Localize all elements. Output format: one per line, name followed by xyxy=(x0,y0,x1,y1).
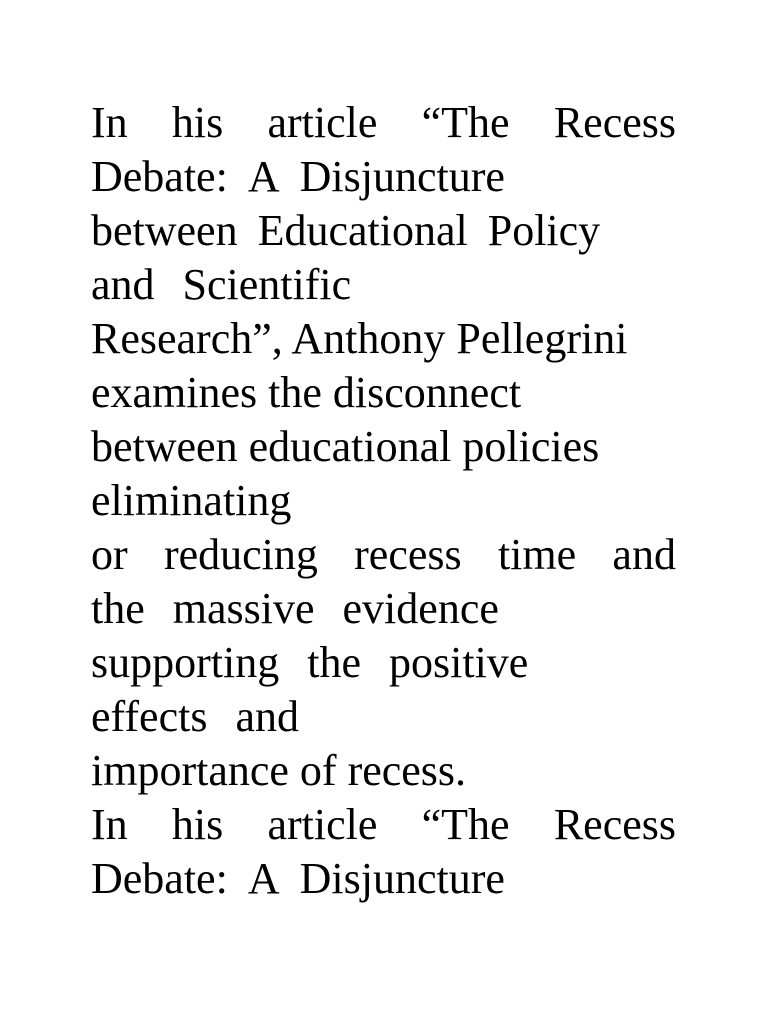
word: Disjuncture xyxy=(299,854,505,903)
text-line xyxy=(91,528,676,582)
text-line xyxy=(91,582,691,636)
word: massive xyxy=(172,584,315,633)
text-line: Research”, Anthony Pellegrini xyxy=(91,314,628,363)
word: recess xyxy=(354,530,462,579)
text-line xyxy=(91,150,691,204)
text-line xyxy=(91,258,691,312)
word: Scientific xyxy=(182,260,352,309)
body-text xyxy=(91,96,691,906)
text-line xyxy=(91,636,691,690)
word: time xyxy=(497,530,577,579)
word: between xyxy=(91,206,238,255)
text-line: examines the disconnect xyxy=(91,368,522,417)
text-line xyxy=(91,852,691,906)
word: or xyxy=(91,530,128,579)
word: the xyxy=(307,638,361,687)
word: article xyxy=(267,800,378,849)
word: Recess xyxy=(553,800,676,849)
word: and xyxy=(235,692,299,741)
text-line xyxy=(91,798,676,852)
text-line: eliminating xyxy=(91,476,292,525)
word: reducing xyxy=(163,530,318,579)
word: “The xyxy=(421,800,510,849)
word: positive xyxy=(389,638,529,687)
text-line xyxy=(91,96,676,150)
word: “The xyxy=(421,98,510,147)
text-line: importance of recess. xyxy=(91,746,467,795)
text-line: between educational policies xyxy=(91,422,600,471)
word: Disjuncture xyxy=(299,152,505,201)
word: A xyxy=(247,152,280,201)
word: Debate: xyxy=(91,152,228,201)
text-line xyxy=(91,204,691,258)
word: In xyxy=(91,98,128,147)
word: evidence xyxy=(342,584,499,633)
word: Debate: xyxy=(91,854,228,903)
word: and xyxy=(612,530,676,579)
text-line xyxy=(91,690,691,744)
word: Educational xyxy=(257,206,468,255)
word: Policy xyxy=(487,206,601,255)
word: article xyxy=(267,98,378,147)
word: Recess xyxy=(553,98,676,147)
word: and xyxy=(91,260,155,309)
word: A xyxy=(247,854,280,903)
word: supporting xyxy=(91,638,280,687)
word: his xyxy=(171,98,224,147)
word: the xyxy=(91,584,145,633)
word: effects xyxy=(91,692,208,741)
word: In xyxy=(91,800,128,849)
word: his xyxy=(171,800,224,849)
